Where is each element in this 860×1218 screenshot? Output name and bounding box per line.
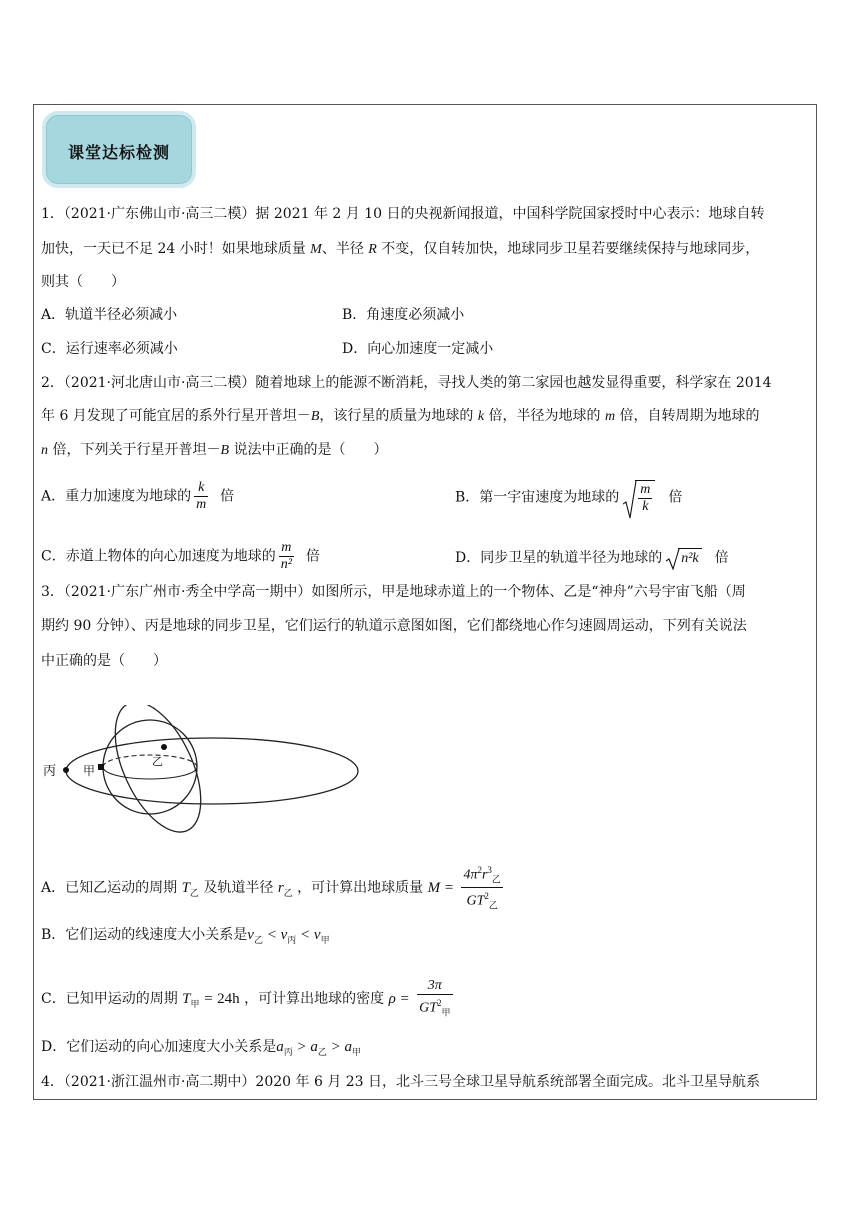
symbol-T-yi: $T_乙$: [181, 879, 199, 898]
label-jia: 甲: [83, 764, 96, 778]
q2-option-a[interactable]: A．重力加速度为地球的 $\frac{k}{m}$ 倍: [41, 480, 235, 512]
point-yi: [161, 744, 167, 750]
q4-line1: 4．（2021·浙江温州市·高二期中）2020 年 6 月 23 日，北斗三号全球卫星导航系统部署全面完成。北斗卫星导航系: [41, 1074, 761, 1090]
q1-option-c[interactable]: C．运行速率必须减小: [41, 341, 178, 357]
q2-option-c[interactable]: C．赤道上物体的向心加速度为地球的 $\frac{m}{\text{n²}}$ 倍: [41, 540, 320, 572]
label-bing: 丙: [43, 763, 57, 778]
formula-density: $\frac{3\pi}{GT^2_甲}$: [419, 978, 451, 1018]
q1-line3: 则其（ ）: [41, 274, 125, 290]
label-yi: 乙: [152, 756, 163, 768]
point-bing: [63, 767, 69, 773]
fraction: $\frac{k}{m}$: [196, 480, 207, 512]
section-title: 课堂达标检测: [67, 143, 170, 162]
formula-period: $T_甲 = 24h$: [182, 991, 240, 1010]
q3-option-c[interactable]: C．已知甲运动的周期 $T_甲 = 24h$ ，可计算出地球的密度 ρ = $\frac{3\pi}{GT^2_甲}$: [41, 978, 456, 1020]
formula-acceleration: $a_丙 > a_乙 > a_甲$: [276, 1039, 362, 1057]
formula-mass: $\frac{4\pi^2r^3_乙}{GT^2_乙}$: [461, 862, 502, 914]
square-root: n²k: [666, 548, 701, 568]
q3-option-a[interactable]: A．已知乙运动的周期 $T_乙$ 及轨道半径 $r_乙$ ，可计算出地球质量 M = $\frac{4\pi^2r^3_乙}{GT^2_乙}$: [41, 862, 506, 914]
q1-option-d[interactable]: D．向心加速度一定减小: [342, 341, 494, 357]
square-root: $\frac{m}{k}$: [623, 480, 655, 515]
q3-line2: 期约 90 分钟）、丙是地球的同步卫星，它们运行的轨道示意图如图，它们都绕地心作匀速圆周运动，下列有关说法: [41, 618, 747, 634]
q1-line2: 加快，一天已不足 24 小时！如果地球质量 M、半径 R 不变，仅自转加快，地球同步卫星若要继续保持与地球同步，: [41, 241, 760, 257]
q1-option-b[interactable]: B．角速度必须减小: [342, 307, 465, 323]
q2-option-d[interactable]: D．同步卫星的轨道半径为地球的 n²k 倍: [455, 548, 729, 568]
tilted-orbit: [98, 705, 219, 835]
point-jia: [98, 764, 104, 770]
symbol-r-yi: $r_乙$: [277, 879, 293, 898]
q2-option-b[interactable]: B．第一宇宙速度为地球的 $\frac{m}{k}$ 倍: [455, 480, 682, 515]
q3-line1: 3．（2021·广东广州市·秀全中学高一期中）如图所示，甲是地球赤道上的一个物体、乙是“神舟”六号宇宙飞船（周: [41, 584, 746, 600]
orbit-diagram: [40, 705, 400, 835]
q2-line1: 2．（2021·河北唐山市·高三二模）随着地球上的能源不断消耗，寻找人类的第二家园也越发显得重要，科学家在 2014: [41, 375, 772, 391]
q1-line1: 1．（2021·广东佛山市·高三二模）据 2021 年 2 月 10 日的央视新闻报道，中国科学院国家授时中心表示：地球自转: [41, 206, 765, 222]
fraction: $\frac{m}{\text{n²}}$: [280, 540, 292, 572]
earth-sphere: [103, 720, 197, 814]
q3-line3: 中正确的是（ ）: [41, 653, 167, 669]
q2-line3: n 倍，下列关于行星开普坦－B 说法中正确的是（ ）: [41, 442, 388, 458]
q3-option-d[interactable]: D．它们运动的向心加速度大小关系是$a_丙 > a_乙 > a_甲$: [41, 1039, 362, 1057]
section-badge: [42, 111, 196, 188]
formula-velocity: $v_乙 < v_丙 < v_甲$: [247, 927, 330, 945]
q2-line2: 年 6 月发现了可能宜居的系外行星开普坦－B，该行星的质量为地球的 k 倍，半径为地球的 m 倍，自转周期为地球的: [41, 408, 760, 424]
q1-option-a[interactable]: A．轨道半径必须减小: [41, 307, 178, 323]
q3-option-b[interactable]: B．它们运动的线速度大小关系是$v_乙 < v_丙 < v_甲$: [41, 927, 330, 945]
